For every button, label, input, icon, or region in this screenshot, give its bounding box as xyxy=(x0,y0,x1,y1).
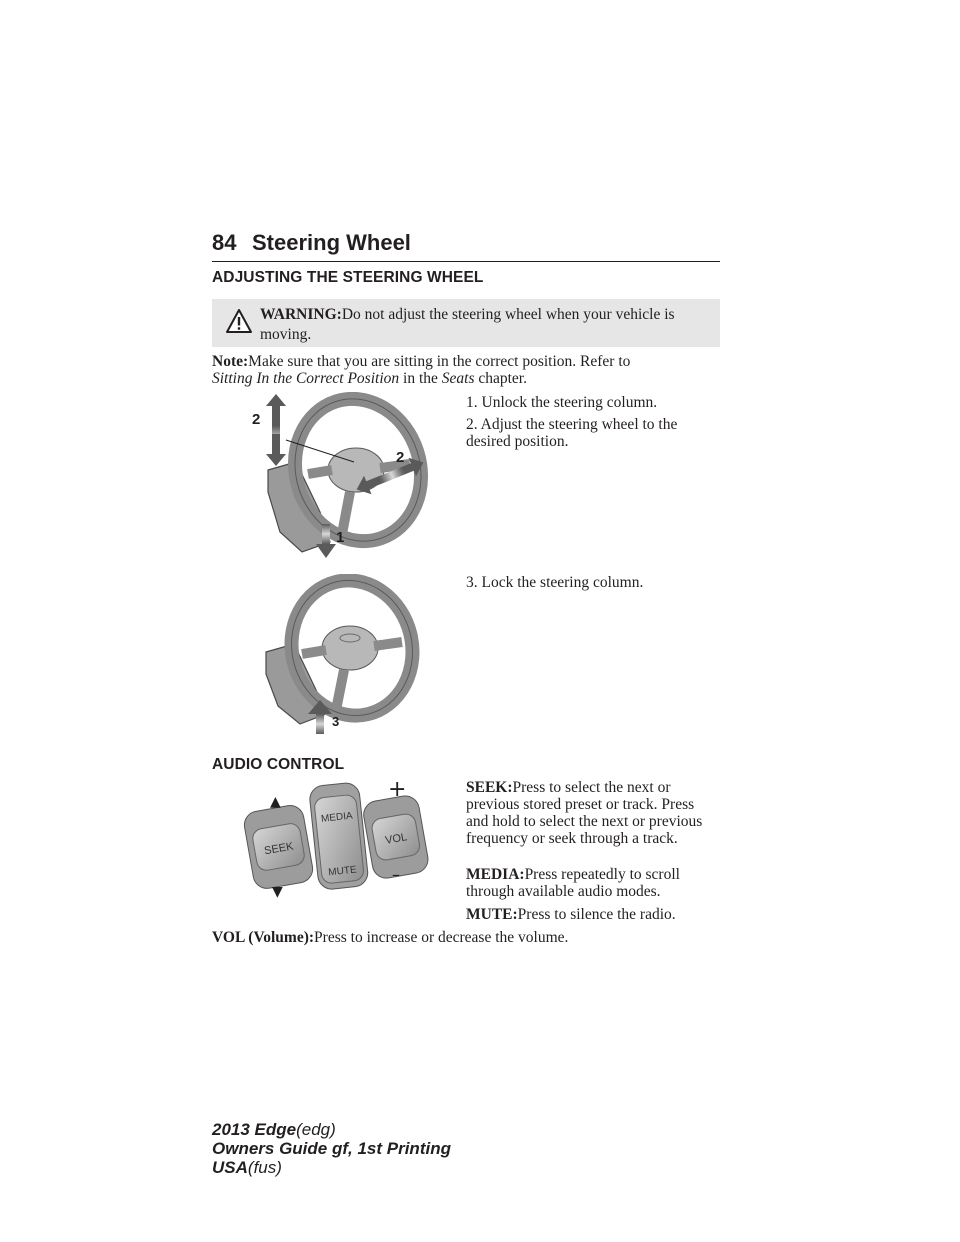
vol-label: VOL xyxy=(384,831,409,847)
mute-label: MUTE xyxy=(327,864,358,879)
steering-wheel-lock-figure xyxy=(256,574,428,738)
footer-line-2: Owners Guide gf, 1st Printing xyxy=(212,1139,451,1158)
media-term: MEDIA: xyxy=(466,866,525,883)
page-number: 84 xyxy=(212,230,237,255)
footer-line-3 xyxy=(212,1158,451,1177)
footer-line-1 xyxy=(212,1120,451,1139)
steering-wheel-adjust-figure xyxy=(250,392,440,564)
note-text-2: in the xyxy=(399,370,442,387)
vol-text: Press to increase or decrease the volume. xyxy=(314,929,569,946)
note-label: Note: xyxy=(212,353,249,370)
warning-label: WARNING: xyxy=(260,306,342,323)
seek-button xyxy=(242,803,315,890)
vol-term: VOL (Volume): xyxy=(212,929,315,946)
figure-label-2-right: 2 xyxy=(396,449,405,466)
media-text: Press repeatedly to scroll through available audio modes. xyxy=(466,866,680,900)
header-rule xyxy=(212,261,720,262)
note-paragraph xyxy=(212,353,722,387)
note-ref-seats: Seats xyxy=(441,370,475,387)
figure-label-3: 3 xyxy=(332,714,340,729)
warning-text xyxy=(260,305,712,345)
plus-icon: + xyxy=(388,778,407,802)
figure-label-2-left: 2 xyxy=(252,411,261,428)
audio-control-figure xyxy=(236,778,436,902)
step-1: 1. Unlock the steering column. xyxy=(466,394,658,411)
footer-market: USA xyxy=(212,1158,248,1177)
media-mute-button xyxy=(308,782,369,891)
chapter-title: Steering Wheel xyxy=(252,230,411,255)
warning-body: Do not adjust the steering wheel when your vehicle is moving. xyxy=(260,306,675,343)
note-ref-sitting: Sitting In the Correct Position xyxy=(212,370,400,387)
footer-market-code: (fus) xyxy=(247,1158,282,1177)
steering-wheel-hub xyxy=(322,626,378,670)
footer xyxy=(212,1120,451,1177)
step-3: 3. Lock the steering column. xyxy=(466,574,644,591)
section-heading-audio: AUDIO CONTROL xyxy=(212,756,345,773)
section-heading-adjusting: ADJUSTING THE STEERING WHEEL xyxy=(212,269,484,286)
up-arrow-icon: ▲ xyxy=(270,794,281,810)
page-header xyxy=(212,230,720,260)
seek-description xyxy=(466,779,720,847)
seek-text: Press to select the next or previous stored preset or track. Press and hold to select the next or previous frequency or seek through a track. xyxy=(466,779,703,847)
footer-model-code: (edg) xyxy=(296,1120,336,1139)
note-text-1: Make sure that you are sitting in the correct position. Refer to xyxy=(248,353,631,370)
mute-term: MUTE: xyxy=(466,906,518,923)
down-arrow-icon: ▼ xyxy=(272,884,283,900)
mute-text: Press to silence the radio. xyxy=(517,906,676,923)
note-text-3: chapter. xyxy=(474,370,527,387)
mute-description xyxy=(466,906,720,923)
media-description xyxy=(466,866,720,900)
step-2: 2. Adjust the steering wheel to the desired position. xyxy=(466,416,678,450)
seek-label: SEEK xyxy=(263,840,295,858)
tilt-arrow xyxy=(266,394,286,466)
warning-box xyxy=(212,299,720,347)
minus-icon: – xyxy=(392,865,400,884)
vol-description xyxy=(212,929,722,946)
seek-term: SEEK: xyxy=(466,779,513,796)
footer-model: 2013 Edge xyxy=(212,1120,297,1139)
warning-icon xyxy=(225,308,253,334)
media-label: MEDIA xyxy=(320,810,354,825)
figure-label-1: 1 xyxy=(336,529,345,546)
